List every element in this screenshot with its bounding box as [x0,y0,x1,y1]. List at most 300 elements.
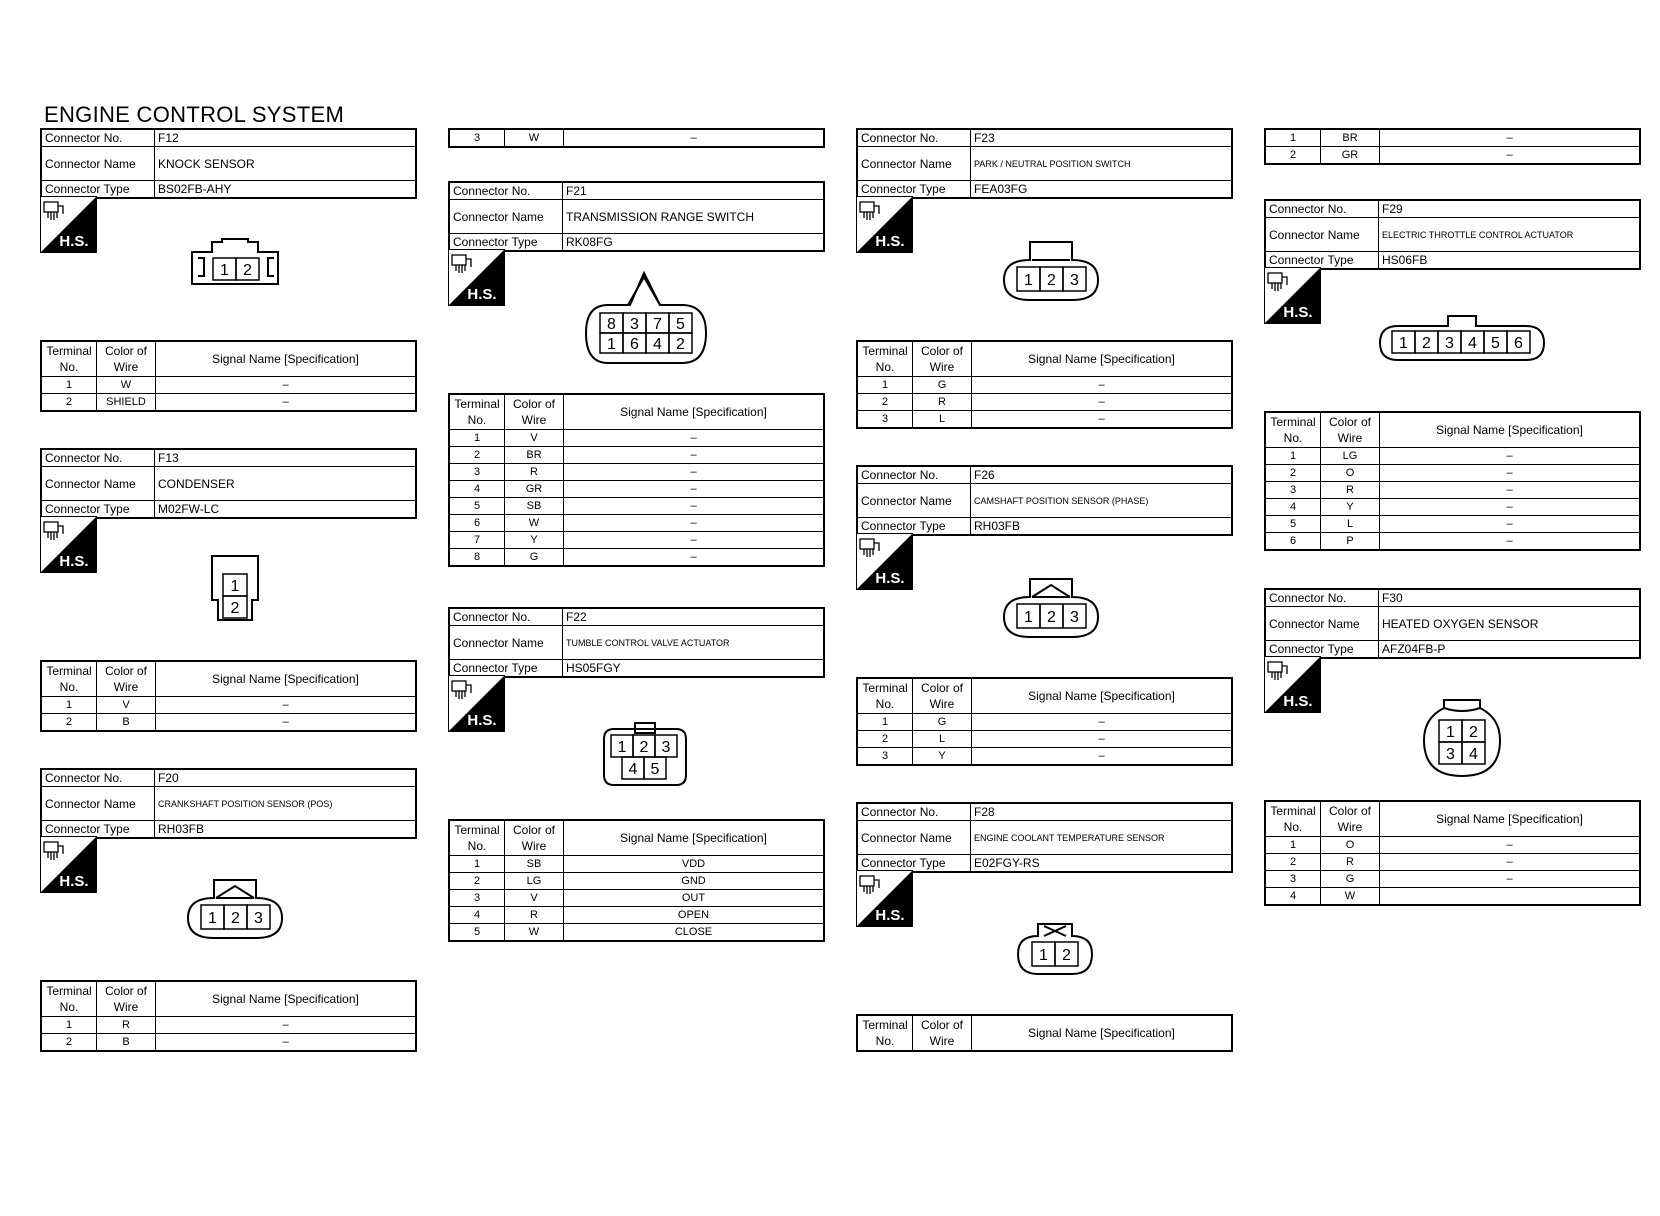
terminal-no-cell: 3 [449,464,505,481]
connector-name-row [1265,607,1640,641]
table-row [1265,147,1640,165]
connector-block-f22 [448,607,825,938]
connector-no-value: F23 [971,129,1233,147]
signal-name-cell: – [1380,854,1641,871]
signal-name-cell: – [1380,147,1641,165]
signal-name-header: Signal Name [Specification] [972,341,1233,377]
signal-name-cell: – [972,411,1233,429]
table-row [1265,482,1640,499]
connector-name-value: TRANSMISSION RANGE SWITCH [563,200,825,234]
table-row [41,714,416,732]
connector-no-value: F22 [563,608,825,626]
color-of-wire-header: Color of Wire [913,678,972,714]
terminal-no-cell: 5 [449,498,505,515]
connector-type-value: AFZ04FB-P [1379,641,1641,659]
connector-header-table [448,181,825,252]
table-row [1265,516,1640,533]
connector-no-row [857,129,1232,147]
terminal-number: 3 [1446,746,1455,763]
connector-type-row [41,181,416,199]
color-of-wire-header: Color of Wire [505,820,564,856]
terminal-no-header: Terminal No. [41,981,97,1017]
terminal-no-cell: 2 [449,447,505,464]
terminal-no-cell: 7 [449,532,505,549]
wire-color-cell: Y [1321,499,1380,516]
wire-color-cell: P [1321,533,1380,551]
terminal-table-header [1265,412,1640,448]
signal-name-cell: – [564,515,825,532]
connector-name-label: Connector Name [1265,218,1379,252]
terminal-no-cell: 1 [41,377,97,394]
terminal-no-header: Terminal No. [449,820,505,856]
connector-type-row [857,518,1232,536]
terminal-table [448,819,825,942]
connector-face-f20 [186,878,284,940]
terminal-number: 2 [230,600,240,617]
terminal-number: 3 [630,316,639,333]
terminal-table [40,340,417,412]
terminal-number: 4 [1469,746,1478,763]
terminal-table [40,660,417,732]
connector-face-f12 [190,238,282,286]
terminal-table-wrap [40,660,417,732]
table-row [449,129,824,147]
signal-name-header: Signal Name [Specification] [972,1015,1233,1051]
terminal-no-cell: 6 [449,515,505,532]
connector-face-f29 [1378,314,1546,362]
wire-color-cell: SB [505,856,564,873]
connector-block-f13 [40,448,417,728]
connector-type-value: RH03FB [971,518,1233,536]
connector-type-row [857,181,1232,199]
harness-side-icon [1264,267,1321,324]
terminal-no-cell: 1 [449,430,505,447]
terminal-number: 4 [1468,335,1477,352]
color-of-wire-header: Color of Wire [97,341,156,377]
signal-name-cell: – [156,377,417,394]
terminal-no-cell: 1 [857,377,913,394]
wire-color-cell: R [1321,854,1380,871]
hs-label: H.S. [875,570,905,587]
terminal-no-cell: 1 [41,1017,97,1034]
connector-no-row [1265,589,1640,607]
terminal-table-header [449,820,824,856]
connector-name-row [857,484,1232,518]
table-row [1265,129,1640,147]
terminal-number: 1 [1446,724,1455,741]
wire-color-cell: V [505,430,564,447]
table-row [449,464,824,481]
connector-no-row [41,769,416,787]
terminal-table [856,340,1233,429]
wire-color-cell: W [97,377,156,394]
connector-type-value: HS06FB [1379,252,1641,270]
connector-header-table [1264,199,1641,270]
terminal-table [448,393,825,567]
connector-type-label: Connector Type [857,855,971,873]
connector-type-value: RH03FB [155,821,417,839]
connector-name-row [449,626,824,660]
wire-color-cell: GR [1321,147,1380,165]
wire-color-cell: BR [1321,129,1380,147]
wire-color-cell: V [505,890,564,907]
page-title: ENGINE CONTROL SYSTEM [44,102,345,127]
terminal-number: 6 [630,336,639,353]
terminal-table-wrap [1264,411,1641,551]
connector-face-f28 [1016,922,1094,976]
connector-header-table [40,448,417,519]
connector-name-label: Connector Name [41,467,155,501]
connector-name-label: Connector Name [41,147,155,181]
connector-no-label: Connector No. [857,129,971,147]
terminal-number: 1 [1039,947,1048,964]
harness-side-icon [856,533,913,590]
wire-color-cell: Y [505,532,564,549]
connector-name-row [857,821,1232,855]
connector-no-row [41,449,416,467]
signal-name-cell: – [564,549,825,567]
connector-name-value: PARK / NEUTRAL POSITION SWITCH [971,147,1233,181]
signal-name-header: Signal Name [Specification] [564,394,825,430]
terminal-no-cell: 1 [857,714,913,731]
terminal-table-header [857,341,1232,377]
wire-color-cell: O [1321,465,1380,482]
table-row [41,1034,416,1052]
connector-name-value: CAMSHAFT POSITION SENSOR (PHASE) [971,484,1233,518]
connector-header-table [448,607,825,678]
terminal-no-header: Terminal No. [41,661,97,697]
connector-name-row [1265,218,1640,252]
table-row [449,907,824,924]
terminal-no-header: Terminal No. [1265,801,1321,837]
terminal-table [448,128,825,148]
table-row [449,447,824,464]
terminal-no-header: Terminal No. [41,341,97,377]
signal-name-cell: – [156,394,417,412]
wire-color-cell: L [913,411,972,429]
hs-label: H.S. [59,873,89,890]
wire-color-cell: LG [505,873,564,890]
connector-no-label: Connector No. [857,466,971,484]
table-row [449,856,824,873]
terminal-number: 1 [220,262,229,279]
signal-name-cell: – [972,394,1233,411]
signal-name-cell [1380,888,1641,906]
table-row [1265,533,1640,551]
connector-no-value: F26 [971,466,1233,484]
harness-side-icon [40,836,97,893]
connector-no-label: Connector No. [449,608,563,626]
connector-header-table [856,128,1233,199]
terminal-no-cell: 6 [1265,533,1321,551]
terminal-no-cell: 8 [449,549,505,567]
hs-label: H.S. [467,286,497,303]
harness-side-icon [40,516,97,573]
terminal-table-wrap [40,980,417,1052]
signal-name-cell: CLOSE [564,924,825,942]
connector-name-label: Connector Name [1265,607,1379,641]
terminal-no-cell: 1 [41,697,97,714]
connector-name-label: Connector Name [857,821,971,855]
connector-header-table [1264,588,1641,659]
terminal-no-cell: 2 [1265,854,1321,871]
terminal-number: 1 [230,578,240,595]
signal-name-cell: – [564,447,825,464]
wire-color-cell: R [505,464,564,481]
terminal-number: 2 [243,262,252,279]
table-row [41,1017,416,1034]
terminal-no-cell: 2 [449,873,505,890]
signal-name-cell: GND [564,873,825,890]
table-row [449,873,824,890]
signal-name-header: Signal Name [Specification] [564,820,825,856]
connector-block-f30 [1264,588,1641,902]
terminal-no-cell: 4 [1265,888,1321,906]
terminal-no-cell: 3 [449,890,505,907]
terminal-number: 4 [628,761,638,778]
table-row [1265,854,1640,871]
terminal-no-header: Terminal No. [449,394,505,430]
terminal-no-cell: 3 [1265,482,1321,499]
connector-type-label: Connector Type [41,501,155,519]
connector-type-label: Connector Type [41,181,155,199]
terminal-no-cell: 2 [857,731,913,748]
terminal-no-header: Terminal No. [1265,412,1321,448]
wire-color-cell: G [913,377,972,394]
wire-color-cell: O [1321,837,1380,854]
signal-name-header: Signal Name [Specification] [156,981,417,1017]
terminal-no-cell: 1 [449,856,505,873]
connector-block-f23 [856,128,1233,425]
connector-header-table [856,802,1233,873]
terminal-number: 8 [607,316,616,333]
terminal-number: 2 [676,336,685,353]
signal-name-cell: – [156,1034,417,1052]
signal-name-header: Signal Name [Specification] [156,661,417,697]
wire-color-cell: SB [505,498,564,515]
connector-face-f26 [1002,577,1100,639]
terminal-no-cell: 5 [449,924,505,942]
connector-name-value: TUMBLE CONTROL VALVE ACTUATOR [563,626,825,660]
connector-name-label: Connector Name [449,200,563,234]
hs-label: H.S. [875,907,905,924]
table-row [41,697,416,714]
connector-block-f21 [448,181,825,563]
wire-color-cell: W [505,129,564,147]
table-row [41,377,416,394]
terminal-no-cell: 5 [1265,516,1321,533]
wire-color-cell: G [913,714,972,731]
signal-name-cell: – [564,532,825,549]
connector-face-f22 [602,721,688,787]
wire-color-cell: GR [505,481,564,498]
terminal-number: 3 [661,739,671,756]
connector-type-row [1265,641,1640,659]
terminal-table [856,677,1233,766]
terminal-no-cell: 4 [449,481,505,498]
terminal-table-header [41,341,416,377]
table-row [1265,465,1640,482]
connector-no-row [41,129,416,147]
connector-no-value: F12 [155,129,417,147]
connector-face-f13 [210,554,262,626]
connector-type-row [857,855,1232,873]
table-row [449,430,824,447]
terminal-table [1264,411,1641,551]
connector-type-row [449,234,824,252]
color-of-wire-header: Color of Wire [913,1015,972,1051]
terminal-table-wrap [856,677,1233,766]
table-row [1265,499,1640,516]
wire-color-cell: G [1321,871,1380,888]
table-row [449,498,824,515]
connector-type-value: RK08FG [563,234,825,252]
connector-type-label: Connector Type [1265,252,1379,270]
connector-header-table [856,465,1233,536]
signal-name-cell: – [156,1017,417,1034]
connector-face-f30 [1422,696,1502,778]
wire-color-cell: BR [505,447,564,464]
connector-no-row [449,182,824,200]
terminal-number: 5 [1491,335,1500,352]
table-row [449,924,824,942]
connector-name-label: Connector Name [857,147,971,181]
terminal-number: 1 [1024,272,1033,289]
wire-color-cell: R [913,394,972,411]
color-of-wire-header: Color of Wire [913,341,972,377]
signal-name-cell: VDD [564,856,825,873]
terminal-number: 2 [1047,609,1056,626]
signal-name-cell: OUT [564,890,825,907]
hs-label: H.S. [59,553,89,570]
signal-name-header: Signal Name [Specification] [972,678,1233,714]
connector-type-value: BS02FB-AHY [155,181,417,199]
connector-type-row [41,501,416,519]
terminal-no-cell: 3 [857,411,913,429]
terminal-no-cell: 2 [1265,465,1321,482]
connector-no-label: Connector No. [1265,589,1379,607]
connector-type-label: Connector Type [857,181,971,199]
connector-block-f28 [856,802,1233,1048]
hs-label: H.S. [59,233,89,250]
terminal-no-cell: 1 [1265,129,1321,147]
terminal-number: 7 [653,316,662,333]
connector-header-table [40,128,417,199]
connector-no-label: Connector No. [41,129,155,147]
table-row [1265,837,1640,854]
wire-color-cell: B [97,714,156,732]
terminal-no-cell: 4 [1265,499,1321,516]
terminal-number: 5 [676,316,685,333]
table-row [449,481,824,498]
wire-color-cell: B [97,1034,156,1052]
connector-name-row [41,787,416,821]
terminal-no-cell: 2 [41,714,97,732]
terminal-table-wrap [856,1014,1233,1052]
connector-name-value: ENGINE COOLANT TEMPERATURE SENSOR [971,821,1233,855]
wire-color-cell: Y [913,748,972,766]
signal-name-cell: – [972,714,1233,731]
terminal-table-header [857,678,1232,714]
terminal-number: 2 [1047,272,1056,289]
connector-no-value: F28 [971,803,1233,821]
connector-type-value: FEA03FG [971,181,1233,199]
wire-color-cell: L [1321,516,1380,533]
wire-color-cell: W [1321,888,1380,906]
terminal-table [1264,800,1641,906]
terminal-number: 3 [1445,335,1454,352]
terminal-table-header [41,981,416,1017]
terminal-no-cell: 4 [449,907,505,924]
connector-no-value: F30 [1379,589,1641,607]
terminal-number: 1 [607,336,616,353]
connector-no-row [857,466,1232,484]
terminal-table [856,1014,1233,1052]
terminal-no-cell: 3 [857,748,913,766]
table-row [857,411,1232,429]
color-of-wire-header: Color of Wire [505,394,564,430]
connector-block-f26 [856,465,1233,762]
connector-no-label: Connector No. [449,182,563,200]
signal-name-cell: – [1380,871,1641,888]
signal-name-cell: – [564,464,825,481]
connector-no-value: F29 [1379,200,1641,218]
wire-color-cell: L [913,731,972,748]
connector-type-label: Connector Type [449,234,563,252]
color-of-wire-header: Color of Wire [97,981,156,1017]
terminal-no-cell: 2 [1265,147,1321,165]
terminal-number: 1 [208,910,217,927]
harness-side-icon [448,249,505,306]
terminal-number: 1 [1024,609,1033,626]
continued-table-f28 [1264,128,1641,165]
terminal-number: 2 [639,739,649,756]
terminal-number: 4 [653,336,662,353]
signal-name-cell: – [1380,129,1641,147]
table-row [1265,888,1640,906]
connector-no-value: F21 [563,182,825,200]
connector-no-label: Connector No. [41,449,155,467]
terminal-number: 2 [1469,724,1478,741]
connector-no-label: Connector No. [1265,200,1379,218]
wire-color-cell: G [505,549,564,567]
terminal-number: 2 [1062,947,1071,964]
harness-side-icon [40,196,97,253]
wire-color-cell: R [97,1017,156,1034]
signal-name-header: Signal Name [Specification] [156,341,417,377]
table-row [857,377,1232,394]
terminal-number: 5 [650,761,660,778]
terminal-table-wrap [40,340,417,412]
table-row [1265,871,1640,888]
hs-label: H.S. [875,233,905,250]
terminal-table-header [1265,801,1640,837]
harness-side-icon [856,196,913,253]
terminal-table-header [449,394,824,430]
connector-type-value: M02FW-LC [155,501,417,519]
connector-block-f20 [40,768,417,1048]
connector-type-row [1265,252,1640,270]
signal-name-cell: – [156,714,417,732]
wire-color-cell: W [505,515,564,532]
connector-type-label: Connector Type [449,660,563,678]
table-row [449,549,824,567]
terminal-number: 1 [1399,335,1408,352]
connector-name-value: CRANKSHAFT POSITION SENSOR (POS) [155,787,417,821]
connector-name-row [41,147,416,181]
hs-label: H.S. [1283,304,1313,321]
connector-name-row [41,467,416,501]
